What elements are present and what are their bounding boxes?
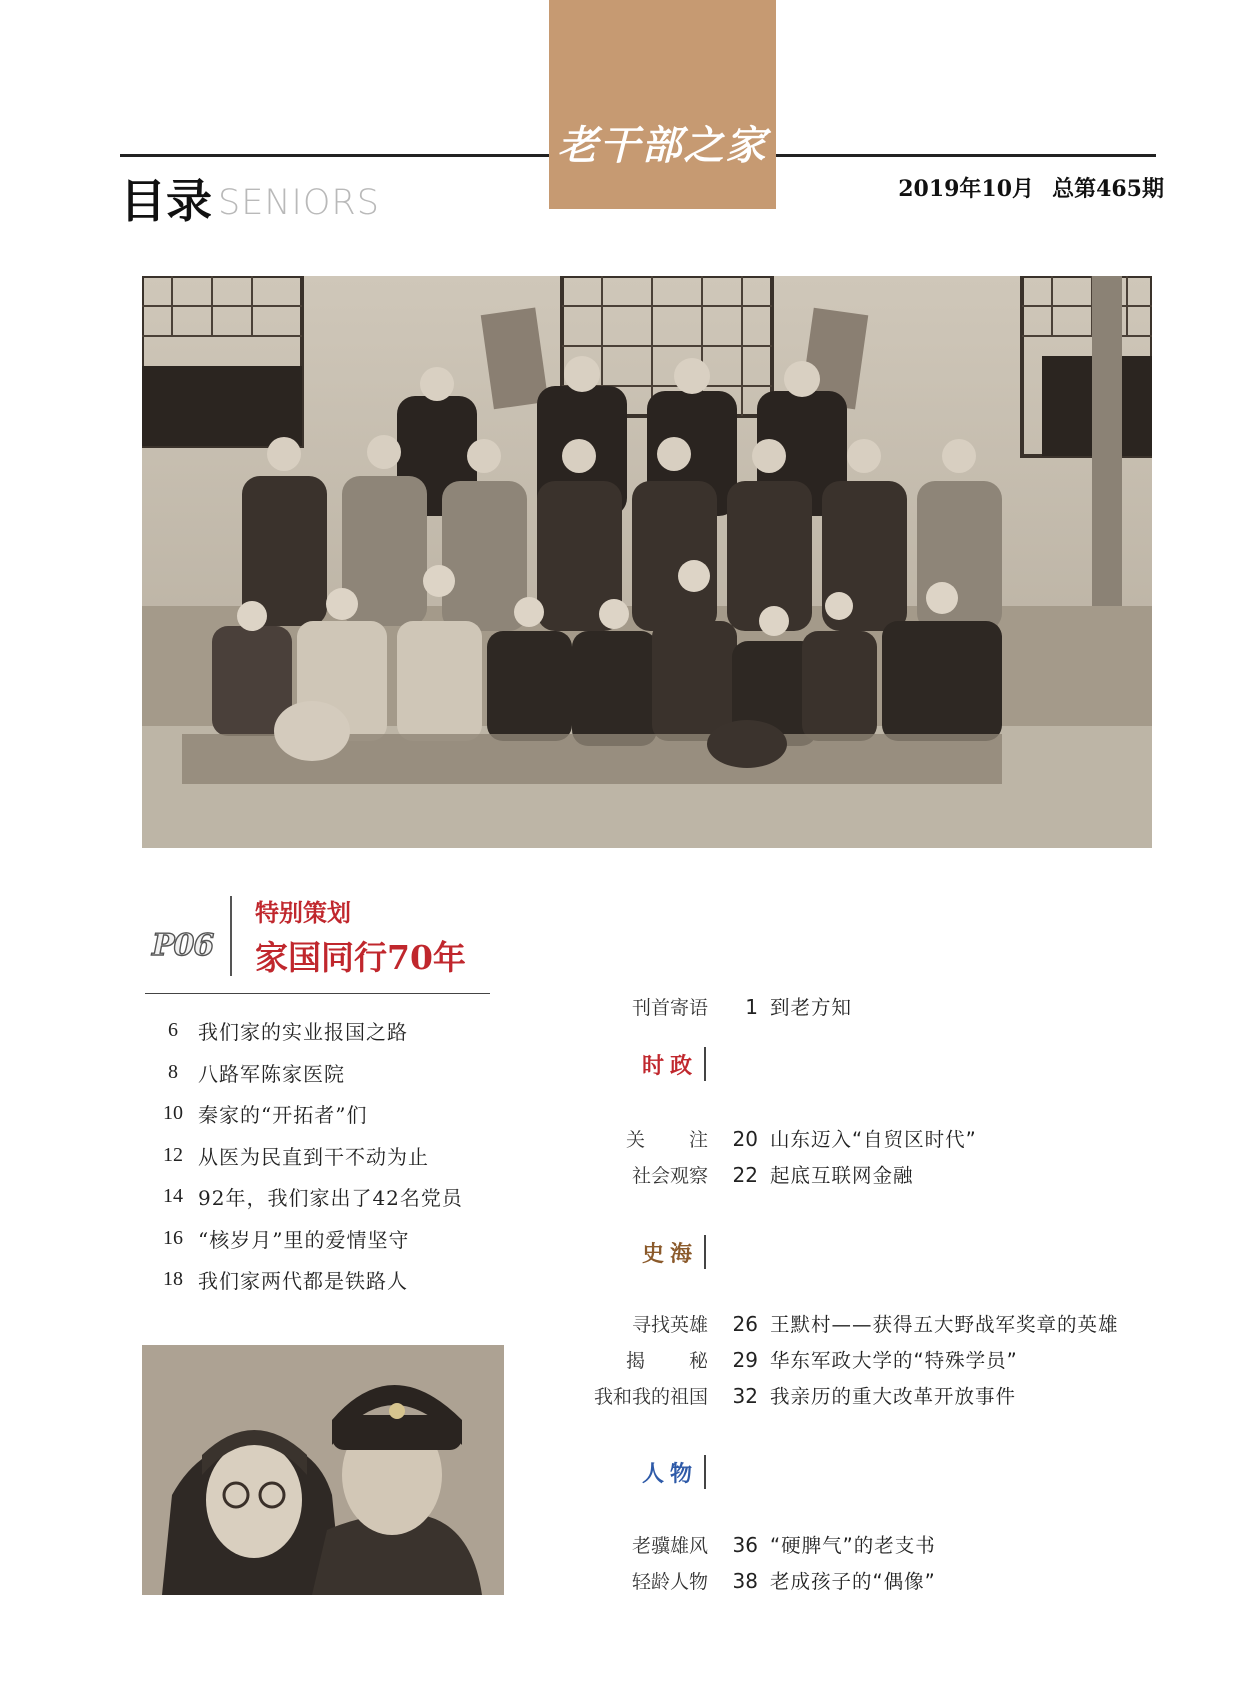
toc-entry[interactable] <box>560 1566 936 1594</box>
logo-text: 老干部之家 <box>557 122 768 169</box>
list-item[interactable] <box>150 1176 510 1218</box>
page-number: 20 <box>732 1127 758 1151</box>
column-name: 寻找英雄 <box>631 1314 708 1336</box>
toc-entry[interactable] <box>560 1530 936 1558</box>
section-bar <box>704 1047 706 1081</box>
article-title: 我们家两代都是铁路人 <box>198 1269 408 1294</box>
article-title: 老成孩子的“偶像” <box>770 1570 936 1593</box>
page-number: 26 <box>732 1312 758 1336</box>
list-item[interactable] <box>150 1093 510 1135</box>
article-title: 八路军陈家医院 <box>198 1061 345 1086</box>
column-name: 老骥雄风 <box>631 1535 708 1557</box>
article-title: 起底互联网金融 <box>770 1164 914 1187</box>
page-number: 32 <box>732 1384 758 1408</box>
article-title: “核岁月”里的爱情坚守 <box>198 1227 410 1252</box>
page-number: 10 <box>163 1102 183 1125</box>
column-name: 社会观察 <box>631 1165 708 1187</box>
page-number: 36 <box>732 1533 758 1557</box>
column-name: 刊首寄语 <box>631 997 708 1019</box>
page-number: 1 <box>745 995 758 1019</box>
page-number: 12 <box>163 1143 183 1166</box>
article-title: “硬脾气”的老支书 <box>770 1534 936 1557</box>
section-bar <box>704 1235 706 1269</box>
page-number: 16 <box>163 1226 183 1249</box>
page-number: 6 <box>168 1019 178 1042</box>
toc-subtitle: SENIORS <box>218 183 380 223</box>
section-name: 人物 <box>642 1460 699 1487</box>
toc-entry[interactable] <box>560 1309 1119 1337</box>
page-number: 22 <box>732 1163 758 1187</box>
section-header-people <box>642 1455 706 1489</box>
family-group-photo <box>142 276 1152 848</box>
section-bar <box>704 1455 706 1489</box>
issue-date: 2019年10月 <box>898 176 1035 202</box>
article-title: 华东军政大学的“特殊学员” <box>770 1349 1018 1372</box>
list-item[interactable] <box>150 1010 510 1052</box>
toc-entry[interactable] <box>560 1345 1018 1373</box>
article-title: 山东迈入“自贸区时代” <box>770 1128 977 1151</box>
toc-entry[interactable] <box>560 1124 977 1152</box>
article-title: 到老方知 <box>770 996 853 1019</box>
article-title: 王默村——获得五大野战军奖章的英雄 <box>770 1313 1119 1336</box>
issue-number: 总第465期 <box>1052 176 1164 202</box>
list-item[interactable] <box>150 1259 510 1301</box>
toc-title: 目录 <box>120 174 212 228</box>
page-number: 14 <box>163 1185 183 1208</box>
article-title: 我亲历的重大改革开放事件 <box>770 1385 1017 1408</box>
article-title: 92年，我们家出了42名党员 <box>198 1186 463 1211</box>
toc-entry[interactable] <box>560 1381 1016 1409</box>
page-number: 8 <box>168 1060 178 1083</box>
intro-entry[interactable] <box>560 992 852 1020</box>
section-header-politics <box>642 1047 706 1081</box>
feature-title: 家国同行70年 <box>255 938 466 977</box>
couple-portrait-photo <box>142 1345 504 1595</box>
list-item[interactable] <box>150 1135 510 1177</box>
page-number: 29 <box>732 1348 758 1372</box>
page-number: 38 <box>732 1569 758 1593</box>
article-title: 我们家的实业报国之路 <box>198 1020 408 1045</box>
section-name: 时政 <box>642 1052 699 1079</box>
section-name: 史海 <box>642 1240 699 1267</box>
feature-rule <box>145 993 490 994</box>
feature-kicker: 特别策划 <box>255 898 351 927</box>
column-name: 关注 <box>626 1129 708 1151</box>
toc-entry[interactable] <box>560 1160 914 1188</box>
issue-info <box>898 172 1164 203</box>
list-item[interactable] <box>150 1052 510 1094</box>
feature-divider <box>230 896 232 976</box>
column-name: 轻龄人物 <box>631 1571 708 1593</box>
article-title: 从医为民直到干不动为止 <box>198 1144 429 1169</box>
column-name: 揭秘 <box>626 1350 708 1372</box>
magazine-logo <box>549 0 776 209</box>
feature-page-label: P06 <box>152 928 214 963</box>
list-item[interactable] <box>150 1218 510 1260</box>
column-name: 我和我的祖国 <box>593 1386 708 1408</box>
section-header-history <box>642 1235 706 1269</box>
feature-article-list <box>150 1010 510 1301</box>
page-number: 18 <box>163 1268 183 1291</box>
article-title: 秦家的“开拓者”们 <box>198 1103 368 1128</box>
